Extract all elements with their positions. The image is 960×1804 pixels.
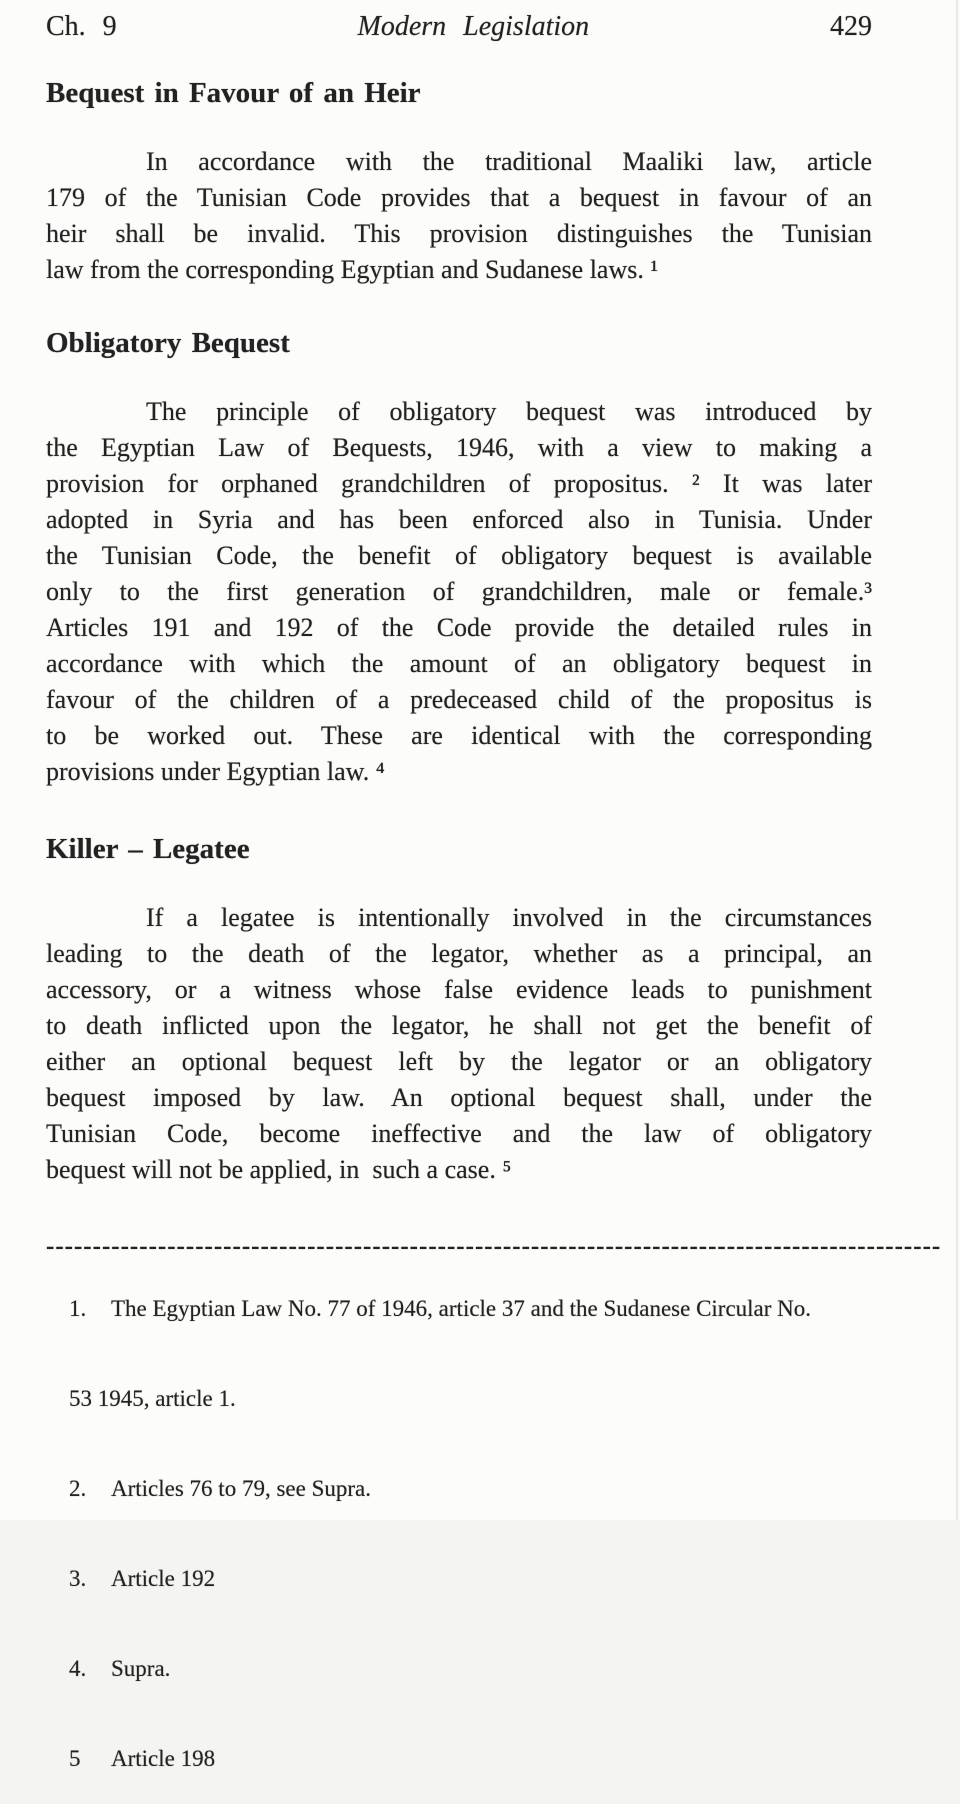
paragraph-line: In accordance with the traditional Maaliki law, article: [146, 147, 872, 176]
footnote-line: [46, 1264, 872, 1354]
paragraph-line: favour of the children of a predeceased child of the propositus is: [46, 685, 872, 714]
paragraph-line: accordance with which the amount of an obligatory bequest in: [46, 649, 872, 678]
paragraph-line: bequest imposed by law. An optional bequest shall, under the: [46, 1083, 872, 1112]
footnote-number: 2.: [69, 1476, 87, 1501]
paragraph-line: Tunisian Code, become ineffective and the law of obligatory: [46, 1119, 872, 1148]
footnote-separator: ------------------------------------------------------------------------------------------------: [46, 1233, 942, 1260]
footnote-text: Supra.: [111, 1656, 171, 1681]
paragraph-line: If a legatee is intentionally involved in the circumstances: [146, 903, 872, 932]
paragraph-line: The principle of obligatory bequest was introduced by: [146, 397, 872, 426]
paragraph-line: provisions under Egyptian law. ⁴: [46, 757, 385, 786]
page-number: 429: [829, 11, 872, 42]
paragraph-line: accessory, or a witness whose false evidence leads to punishment: [46, 975, 872, 1004]
paragraph-line: to death inflicted upon the legator, he shall not get the benefit of: [46, 1011, 872, 1040]
section-paragraph: [46, 394, 872, 790]
paragraph-line: Articles 191 and 192 of the Code provide the detailed rules in: [46, 613, 872, 642]
footnote-line: [46, 1714, 872, 1804]
footnote-line: [46, 1444, 872, 1534]
paragraph-line: bequest will not be applied, in such a case. ⁵: [46, 1155, 512, 1184]
document-section: [46, 76, 872, 288]
footnote-text: The Egyptian Law No. 77 of 1946, article 37 and the Sudanese Circular No.: [111, 1296, 812, 1321]
paragraph-line: to be worked out. These are identical with the corresponding: [46, 721, 872, 750]
footnote-text: Article 192: [111, 1566, 216, 1591]
footnote-line: [46, 1354, 872, 1444]
paragraph-line: leading to the death of the legator, whether as a principal, an: [46, 939, 872, 968]
footnote-number: 4.: [69, 1656, 87, 1681]
paragraph-line: only to the first generation of grandchildren, male or female.³: [46, 577, 872, 606]
paragraph-line: either an optional bequest left by the legator or an obligatory: [46, 1047, 872, 1076]
footnote-text: Articles 76 to 79, see Supra.: [111, 1476, 371, 1501]
page-content: [46, 76, 872, 1188]
section-paragraph: [46, 144, 872, 288]
section-heading: Obligatory Bequest: [46, 327, 290, 359]
paragraph-line: law from the corresponding Egyptian and Sudanese laws. ¹: [46, 255, 659, 284]
section-heading: Bequest in Favour of an Heir: [46, 77, 421, 109]
section-paragraph: [46, 900, 872, 1188]
paragraph-line: the Tunisian Code, the benefit of obligatory bequest is available: [46, 541, 872, 570]
paragraph-line: the Egyptian Law of Bequests, 1946, with a view to making a: [46, 433, 872, 462]
footnote-line: [46, 1534, 872, 1624]
footnote-number: 1.: [69, 1296, 87, 1321]
footnotes: [46, 1264, 872, 1804]
footnote-text: 53 1945, article 1.: [69, 1386, 236, 1411]
footnote-number: 3.: [69, 1566, 87, 1591]
page-header: [46, 10, 872, 44]
running-title: Modern Legislation: [357, 11, 590, 42]
footnote-text: Article 198: [111, 1746, 216, 1771]
paragraph-line: heir shall be invalid. This provision distinguishes the Tunisian: [46, 219, 872, 248]
paragraph-line: 179 of the Tunisian Code provides that a bequest in favour of an: [46, 183, 872, 212]
footnote-number: 5: [69, 1746, 81, 1771]
chapter-label: Ch. 9: [46, 11, 117, 42]
document-section: [46, 832, 872, 1188]
paragraph-line: provision for orphaned grandchildren of propositus. ² It was later: [46, 469, 872, 498]
section-heading: Killer – Legatee: [46, 833, 250, 865]
footnote-line: [46, 1624, 872, 1714]
document-section: [46, 326, 872, 790]
paragraph-line: adopted in Syria and has been enforced also in Tunisia. Under: [46, 505, 872, 534]
